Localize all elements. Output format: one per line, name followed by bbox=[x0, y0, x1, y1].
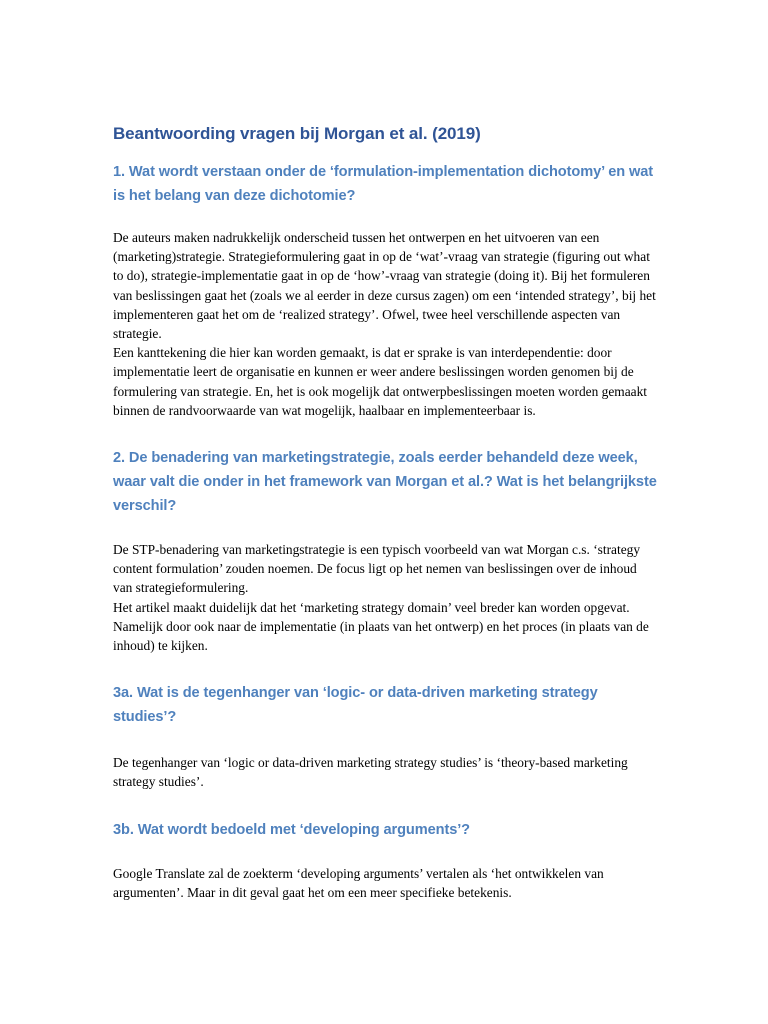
answer-paragraph: Het artikel maakt duidelijk dat het ‘marketing strategy domain’ veel breder kan worden opgevat. Namelijk door ook naar de implementatie (in plaats van het ontwerp) en het proces (in plaats van de inhoud) te kijken. bbox=[113, 599, 649, 654]
document-page bbox=[113, 120, 658, 902]
answer-paragraph: De STP-benadering van marketingstrategie is een typisch voorbeeld van wat Morgan c.s. ‘strategy content formulation’ zouden noemen. De focus ligt op het nemen van beslissingen over de inhoud van strategieformulering. bbox=[113, 542, 641, 596]
answer-1 bbox=[113, 228, 658, 420]
answer-paragraph: De auteurs maken nadrukkelijk onderscheid tussen het ontwerpen en het uitvoeren van een (marketing)strategie. Strategieformulering gaat in op de ‘wat’-vraag van strategie (figuring out what to do), strategie-implementatie gaat in op de ‘how’-vraag van strategie (doing it). Bij het formuleren van beslissingen gaat het (zoals we al eerder in deze cursus zagen) om een ‘intended strategy’, bij het implementeren gaat het om de ‘realized strategy’. Ofwel, twee heel verschillende aspecten van strategie. bbox=[113, 230, 656, 342]
answer-paragraph: Een kanttekening die hier kan worden gemaakt, is dat er sprake is van interdependentie: door implementatie leert de organisatie en kunnen er weer andere beslissingen worden genomen bij de formulering van strategie. En, het is ook mogelijk dat ontwerpbeslissingen moeten worden gemaakt binnen de randvoorwaarde van wat mogelijk, haalbaar en implementeerbaar is. bbox=[113, 345, 648, 418]
answer-3b bbox=[113, 864, 658, 902]
document-title: Beantwoording vragen bij Morgan et al. (2019) bbox=[113, 124, 481, 143]
answer-paragraph: Google Translate zal de zoekterm ‘developing arguments’ vertalen als ‘het ontwikkelen van argumenten’. Maar in dit geval gaat het om een meer specifieke betekenis. bbox=[113, 865, 604, 900]
question-heading-2: 2. De benadering van marketingstrategie, zoals eerder behandeld deze week, waar valt die onder in het framework van Morgan et al.? Wat is het belangrijkste verschil? bbox=[113, 450, 657, 515]
question-heading-3a: 3a. Wat is de tegenhanger van ‘logic- or data-driven marketing strategy studies’? bbox=[113, 685, 598, 726]
answer-paragraph: De tegenhanger van ‘logic or data-driven marketing strategy studies’ is ‘theory-based marketing strategy studies’. bbox=[113, 755, 628, 790]
question-heading-3b: 3b. Wat wordt bedoeld met ‘developing arguments’? bbox=[113, 821, 471, 838]
answer-2 bbox=[113, 540, 658, 655]
answer-3a bbox=[113, 753, 658, 791]
question-heading-1: 1. Wat wordt verstaan onder de ‘formulation-implementation dichotomy’ en wat is het belang van deze dichotomie? bbox=[113, 164, 654, 204]
